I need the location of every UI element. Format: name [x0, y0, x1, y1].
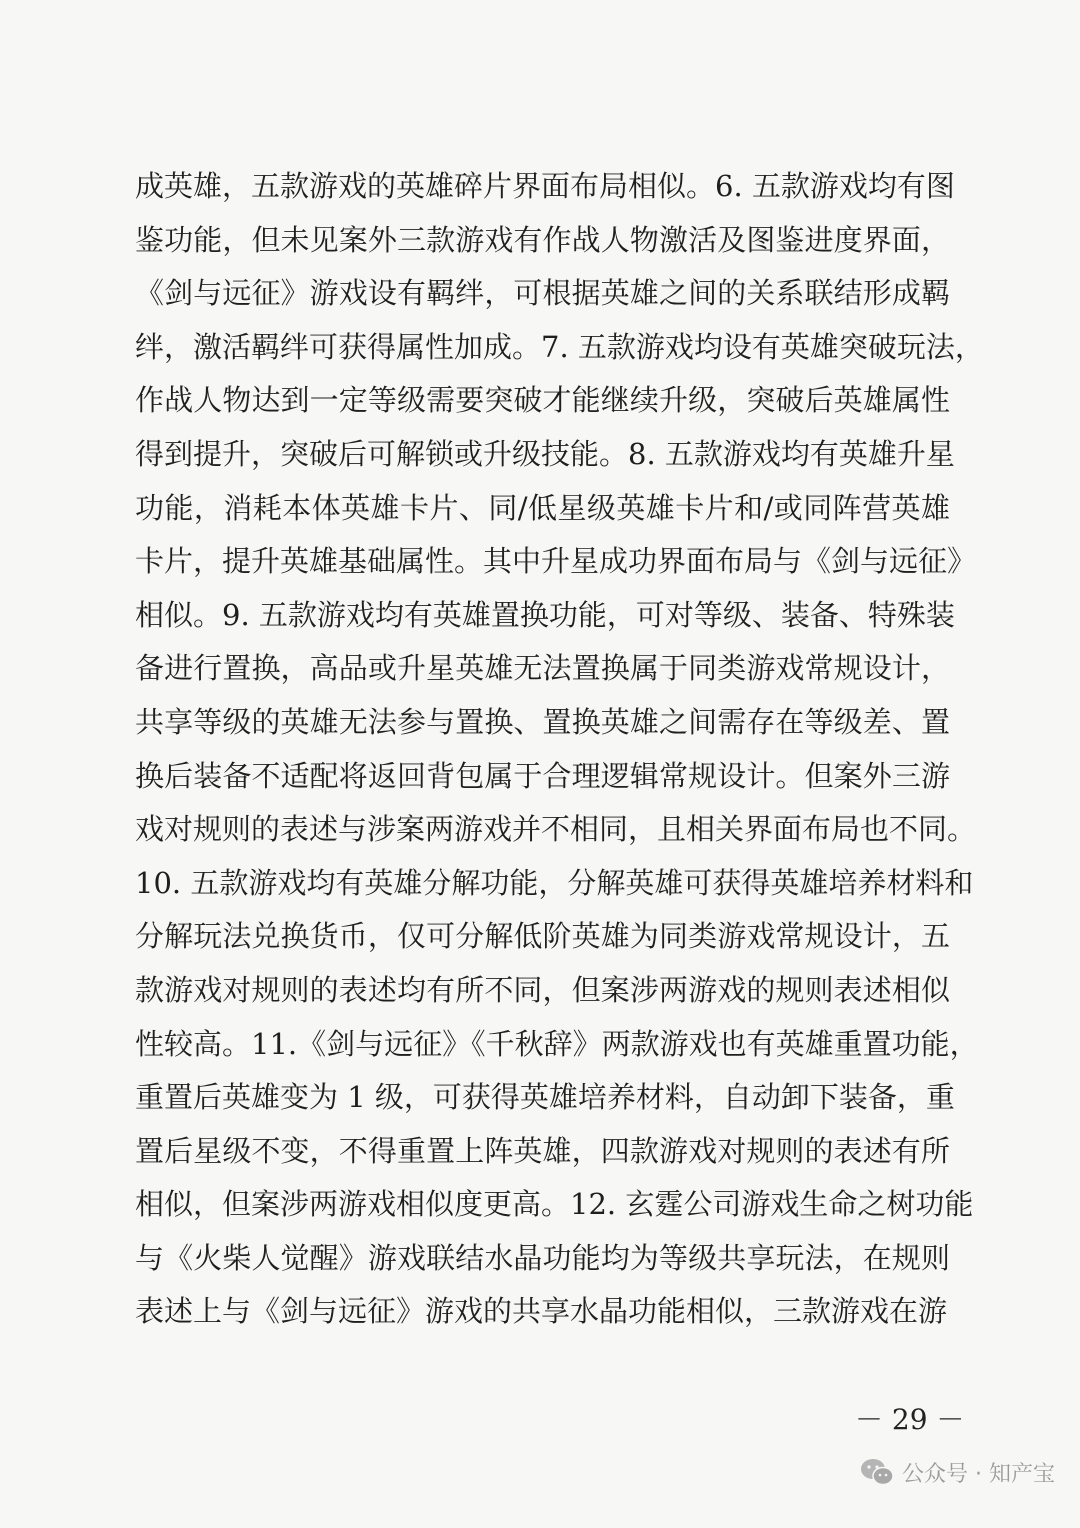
text-line: 相似。9. 五款游戏均有英雄置换功能，可对等级、装备、特殊装: [135, 597, 955, 632]
text-line: 功能，消耗本体英雄卡片、同/低星级英雄卡片和/或同阵营英雄: [135, 490, 950, 525]
text-line: 换后装备不适配将返回背包属于合理逻辑常规设计。但案外三游: [135, 758, 950, 793]
text-line: 款游戏对规则的表述均有所不同，但案涉两游戏的规则表述相似: [135, 972, 950, 1007]
text-line: 相似，但案涉两游戏相似度更高。12. 玄霆公司游戏生命之树功能: [135, 1187, 974, 1222]
text-line: 备进行置换，高品或升星英雄无法置换属于同类游戏常规设计，: [135, 651, 950, 686]
text-line: 10. 五款游戏均有英雄分解功能，分解英雄可获得英雄培养材料和: [135, 865, 974, 900]
text-line: 得到提升，突破后可解锁或升级技能。8. 五款游戏均有英雄升星: [135, 436, 955, 471]
text-line: 共享等级的英雄无法参与置换、置换英雄之间需存在等级差、置: [135, 704, 950, 739]
text-line: 表述上与《剑与远征》游戏的共享水晶功能相似，三款游戏在游: [135, 1294, 948, 1329]
text-line: 卡片，提升英雄基础属性。其中升星成功界面布局与《剑与远征》: [135, 544, 977, 579]
text-line: 戏对规则的表述与涉案两游戏并不相同，且相关界面布局也不同。: [135, 812, 977, 847]
text-line: 鉴功能，但未见案外三款游戏有作战人物激活及图鉴进度界面，: [135, 222, 950, 257]
text-line: 重置后英雄变为 1 级，可获得英雄培养材料，自动卸下装备，重: [135, 1080, 955, 1115]
text-line: 作战人物达到一定等级需要突破才能继续升级，突破后英雄属性: [135, 383, 950, 418]
text-line: 绊，激活羁绊可获得属性加成。7. 五款游戏均设有英雄突破玩法，: [135, 329, 984, 364]
body-text: [135, 160, 984, 1339]
watermark-text: 公众号 · 知产宝: [902, 1461, 1055, 1487]
text-line: 性较高。11.《剑与远征》《千秋辞》两款游戏也有英雄重置功能，: [135, 1026, 979, 1061]
text-line: 分解玩法兑换货币，仅可分解低阶英雄为同类游戏常规设计，五: [135, 919, 950, 954]
wechat-icon: [860, 1458, 894, 1486]
text-line: 与《火柴人觉醒》游戏联结水晶功能均为等级共享玩法，在规则: [135, 1240, 950, 1275]
text-line: 《剑与远征》游戏设有羁绊，可根据英雄之间的关系联结形成羁: [135, 276, 950, 311]
wechat-watermark: [860, 1452, 1055, 1492]
page-number: － 29 －: [855, 1403, 965, 1436]
text-line: 成英雄，五款游戏的英雄碎片界面布局相似。6. 五款游戏均有图: [135, 169, 955, 203]
text-line: 置后星级不变，不得重置上阵英雄，四款游戏对规则的表述有所: [135, 1133, 950, 1168]
